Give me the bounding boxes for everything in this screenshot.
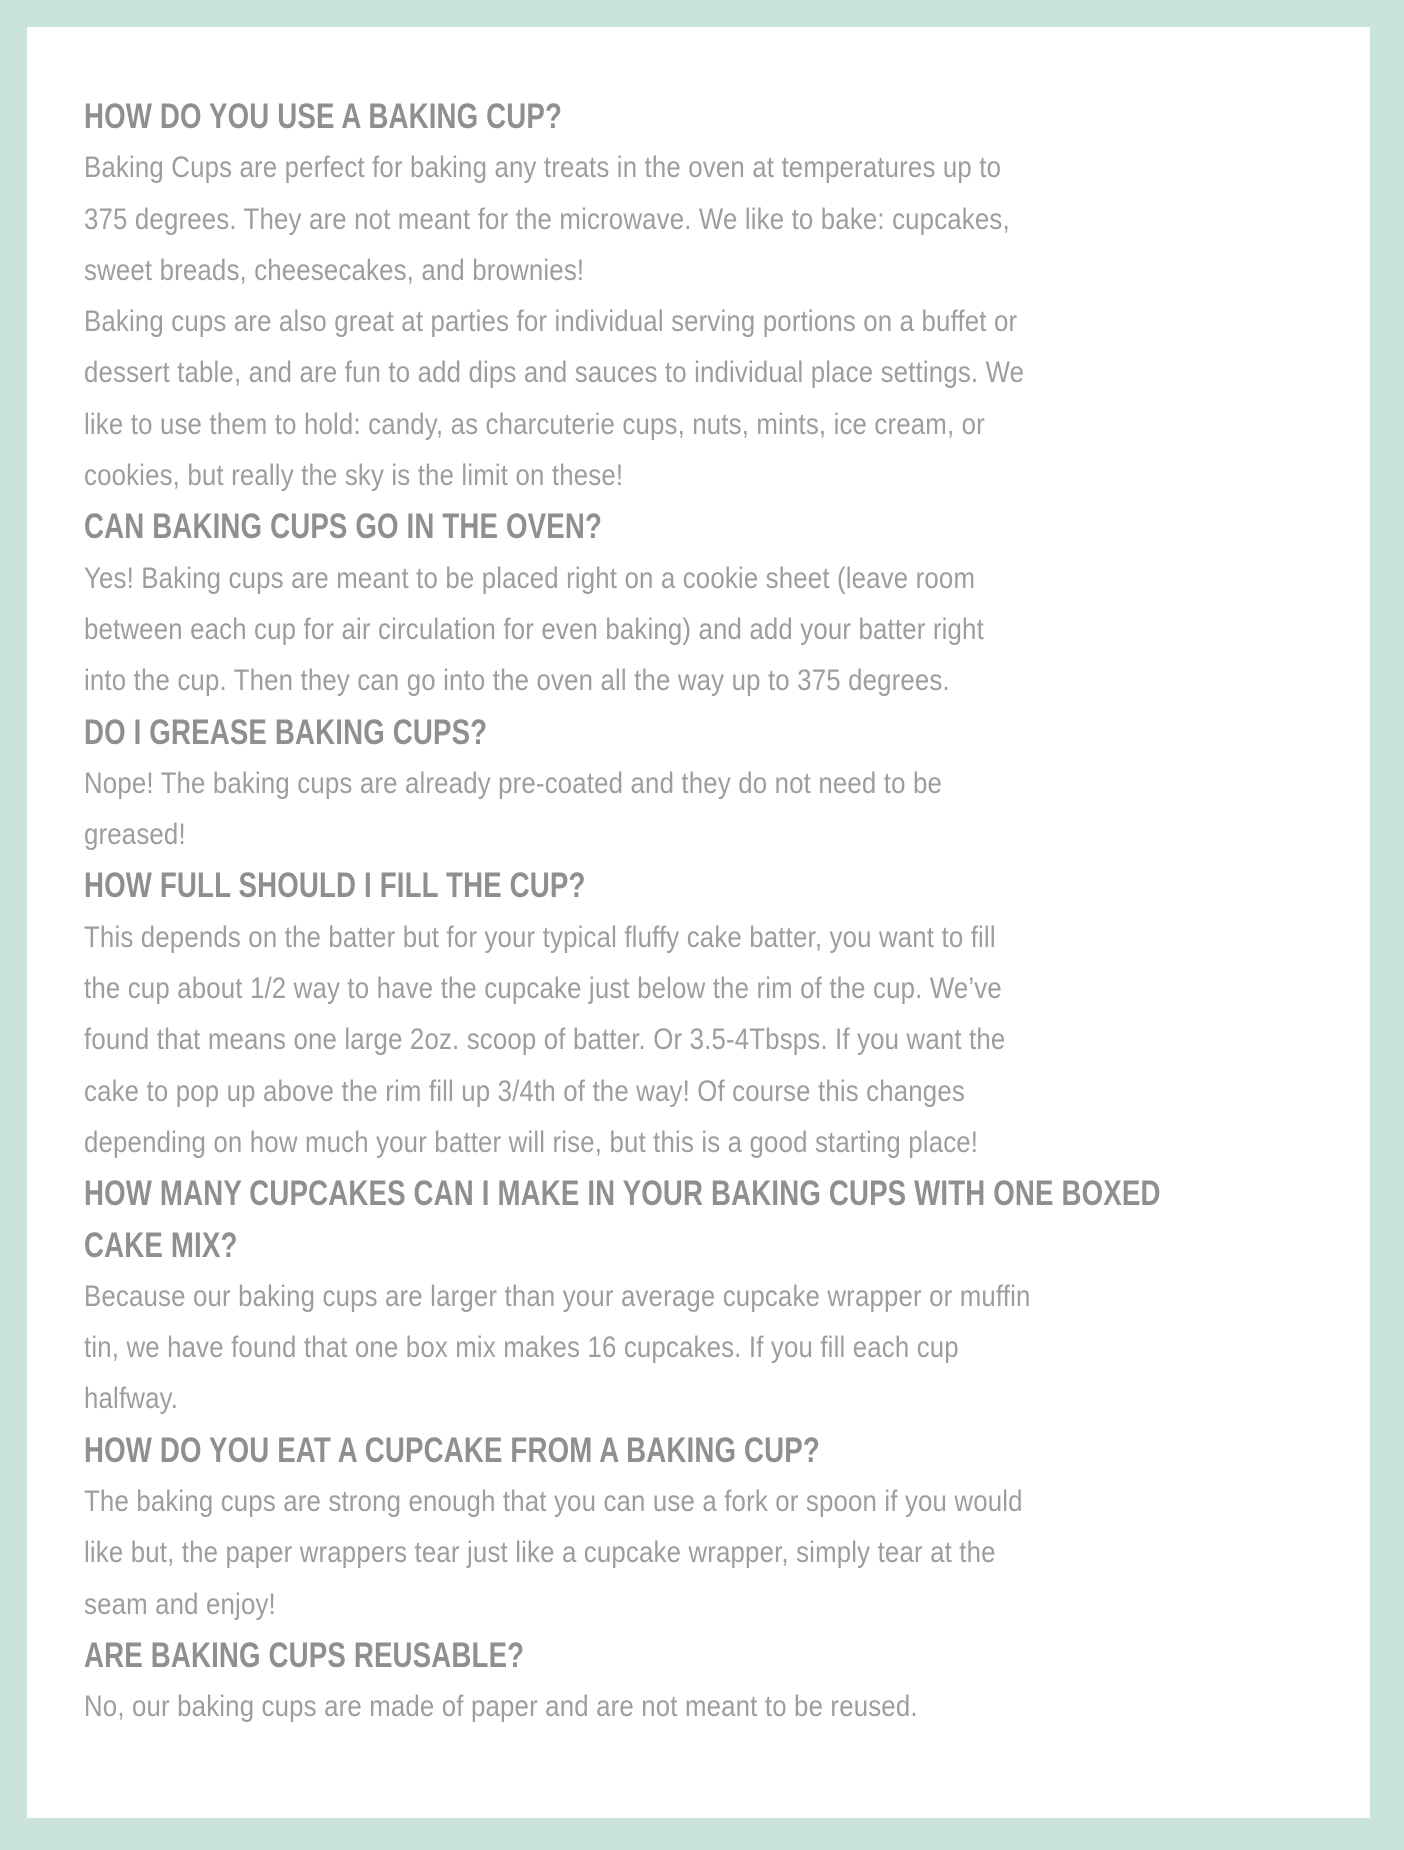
faq-answer-line: No, our baking cups are made of paper and are not meant to be reused. (84, 1690, 918, 1724)
faq-section-oven (84, 501, 1404, 706)
faq-answer-line: the cup about 1/2 way to have the cupcake just below the rim of the cup. We’ve (84, 972, 1002, 1006)
faq-question-line: ARE BAKING CUPS REUSABLE? (84, 1635, 525, 1675)
faq-answer-line: Baking cups are also great at parties for individual serving portions on a buffet or (84, 305, 1018, 339)
faq-question-line: HOW MANY CUPCAKES CAN I MAKE IN YOUR BAKING CUPS WITH ONE BOXED (84, 1174, 1161, 1214)
faq-answer-line: Nope! The baking cups are already pre-coated and they do not need to be (84, 766, 942, 800)
faq-question-line: HOW FULL SHOULD I FILL THE CUP? (84, 866, 586, 906)
faq-answer-line: into the cup. Then they can go into the oven all the way up to 375 degrees. (84, 664, 950, 698)
faq-answer-line: tin, we have found that one box mix makes 16 cupcakes. If you fill each cup (84, 1331, 959, 1365)
faq-answer-line: like but, the paper wrappers tear just like a cupcake wrapper, simply tear at the (84, 1536, 996, 1570)
faq-answer-line: 375 degrees. They are not meant for the microwave. We like to bake: cupcakes, (84, 202, 1010, 236)
faq-section-use (84, 91, 1404, 501)
faq-answer-line: Baking Cups are perfect for baking any treats in the oven at temperatures up to (84, 151, 1002, 185)
faq-answer-line: depending on how much your batter will rise, but this is a good starting place! (84, 1125, 979, 1159)
faq-section-fill (84, 860, 1404, 1168)
faq-question-line: CAKE MIX? (84, 1225, 238, 1265)
faq-section-how-many (84, 1168, 1404, 1424)
faq-answer-line: dessert table, and are fun to add dips and sauces to individual place settings. We (84, 356, 1025, 390)
faq-answer-line: Because our baking cups are larger than your average cupcake wrapper or muffin (84, 1279, 1031, 1313)
faq-answer-line: This depends on the batter but for your typical fluffy cake batter, you want to fill (84, 920, 996, 954)
faq-answer-line: between each cup for air circulation for even baking) and add your batter right (84, 612, 984, 646)
faq-content (84, 91, 1404, 1733)
faq-answer-line: cookies, but really the sky is the limit on these! (84, 459, 624, 493)
faq-answer-line: The baking cups are strong enough that you can use a fork or spoon if you would (84, 1485, 1023, 1519)
faq-section-grease (84, 707, 1404, 861)
faq-section-eat (84, 1425, 1404, 1630)
faq-answer-line: seam and enjoy! (84, 1587, 276, 1621)
faq-answer-line: Yes! Baking cups are meant to be placed right on a cookie sheet (leave room (84, 561, 976, 595)
faq-answer-line: greased! (84, 818, 186, 852)
faq-answer-line: sweet breads, cheesecakes, and brownies! (84, 253, 585, 287)
faq-answer-line: found that means one large 2oz. scoop of batter. Or 3.5-4Tbsps. If you want the (84, 1023, 1006, 1057)
faq-answer-line: cake to pop up above the rim fill up 3/4th of the way! Of course this changes (84, 1074, 965, 1108)
faq-section-reusable (84, 1630, 1404, 1733)
faq-question-line: CAN BAKING CUPS GO IN THE OVEN? (84, 507, 602, 547)
faq-page-sheet (27, 27, 1370, 1818)
faq-question-line: DO I GREASE BAKING CUPS? (84, 712, 488, 752)
faq-answer-line: halfway. (84, 1382, 179, 1416)
faq-question-line: HOW DO YOU EAT A CUPCAKE FROM A BAKING CUP? (84, 1430, 820, 1470)
faq-answer-line: like to use them to hold: candy, as charcuterie cups, nuts, mints, ice cream, or (84, 407, 985, 441)
faq-question-line: HOW DO YOU USE A BAKING CUP? (84, 97, 563, 136)
